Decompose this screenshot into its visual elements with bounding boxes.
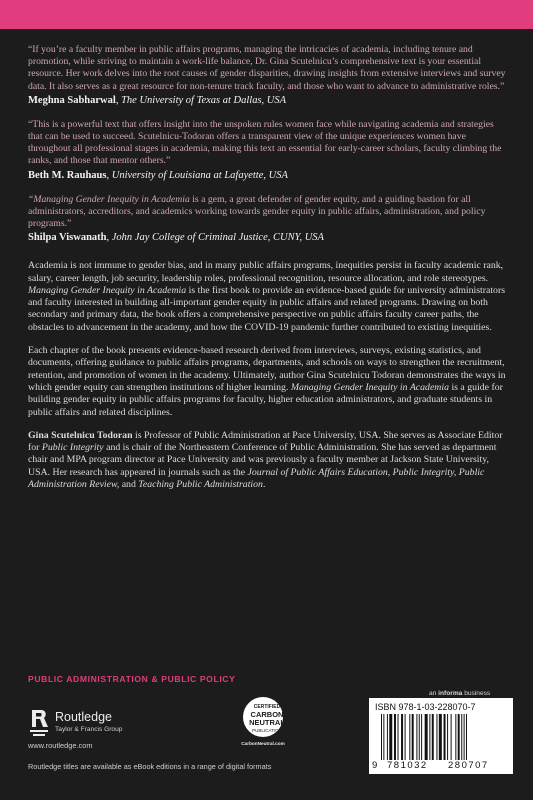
- book-title-inline: Managing Gender Inequity in Academia: [28, 284, 187, 296]
- description-paragraph-1: Academia is not immune to gender bias, and in many public affairs programs, inequities persist in faculty academic rank, salary, career length, job security, leadership roles, professional recognition, resource allocation, and role stereotypes. Managing Gender Inequity in Academia is the first book to provide an evidence-based guide for university administrators and faculty interested in building all-important gender equity in public affairs and related programs. Drawing on both secondary and primary data, the book offers a comprehensive perspective on public affairs faculty career paths, the obstacles to advancement in the academy, and how the COVID-19 pandemic further contributed to existing inequities.: [28, 260, 506, 333]
- top-accent-strip: [0, 0, 533, 29]
- barcode-bar: [429, 714, 430, 760]
- barcode-bar: [419, 714, 420, 760]
- barcode-bar: [432, 714, 434, 760]
- endorser-affiliation: The University of Texas at Dallas, USA: [121, 94, 287, 106]
- endorsement-quote: “If you’re a faculty member in public affairs programs, managing the intricacies of academia, including tenure and promotion, while striving to maintain a work-life balance, Dr. Gina Scutelnicu’s comprehensive text is your essential resource. Her work delves into the root causes of gender disparities, drawing insights from extensive interviews and survey data. It also serves as a great resource for non-tenure track faculty, and those who want to advance to administrative roles.”: [28, 44, 506, 92]
- barcode-bar: [464, 714, 465, 760]
- description-paragraph-2: Each chapter of the book presents evidence-based research derived from interviews, surveys, existing statistics, and documents, offering guidance to public affairs programs, departments, and schools on ways to strengthen the recruitment, retention, and promotion of women in the academy. Ultimately, author Gina Scutelnicu Todoran demonstrates the ways in which gender equity can strengthen institutions of higher learning. Managing Gender Inequity in Academia is a guide for building gender equity in public affairs programs for faculty, higher education administrators, and graduate students in public affairs and related disciplines.: [28, 345, 506, 418]
- publisher-name: Routledge: [55, 710, 112, 724]
- endorser-name: Shilpa Viswanath: [28, 232, 107, 244]
- barcode-bar: [425, 714, 428, 760]
- barcode-bar: [466, 714, 467, 760]
- barcode-bar: [381, 714, 382, 760]
- barcode-bar: [455, 714, 456, 760]
- barcode-bar: [461, 714, 462, 760]
- publisher-group: Taylor & Francis Group: [55, 726, 123, 733]
- book-title-inline: Managing Gender Inequity in Academia: [290, 381, 449, 393]
- isbn-number: ISBN 978-1-03-228070-7: [375, 702, 476, 712]
- endorser-name: Meghna Sabharwal: [28, 94, 116, 106]
- author-bio: Gina Scutelnicu Todoran is Professor of Public Administration at Pace University, USA. She serves as Associate Editor for Public Integrity and is chair of the Northeastern Conference of Public Administration. She has served as department chair and MPA program director at Pace University and was previously a faculty member at Jackson State University, USA. Her research has appeared in journals such as the Journal of Public Affairs Education, Public Integrity, Public Administration Review, and Teaching Public Administration.: [28, 429, 503, 490]
- endorser-affiliation: University of Louisiana at Lafayette, USA: [111, 169, 288, 181]
- barcode-bar: [401, 714, 403, 760]
- barcode-bar: [394, 714, 396, 760]
- barcode-bars: [381, 714, 507, 760]
- endorsement-quote: “This is a powerful text that offers insight into the unspoken rules women face while navigating academia and strategies that can be used to succeed. Scutelnicu-Todoran offers a transparent view of the unique experiences women have throughout all professional stages in academia, making this text an essential for early-career scholars, faculty climbing the ranks, and those that mentor others.”: [28, 118, 502, 167]
- barcode-bar: [421, 714, 422, 760]
- endorsement-1: [28, 44, 510, 107]
- endorsement-attribution: Beth M. Rauhaus, University of Louisiana at Lafayette, USA: [28, 169, 288, 181]
- endorsement-3: [28, 194, 510, 245]
- barcode-bar: [451, 714, 452, 760]
- barcode-bar: [444, 714, 446, 760]
- barcode-bar: [412, 714, 414, 760]
- book-title-inline: “Managing Gender Inequity in Academia: [28, 193, 190, 205]
- ebook-note: Routledge titles are available as eBook editions in a range of digital formats: [28, 762, 272, 771]
- carbon-neutral-site: CarbonNeutral.com: [241, 741, 285, 746]
- endorsement-quote: “Managing Gender Inequity in Academia is a gem, a great defender of gender equity, and a guiding bastion for all administrators, accreditors, and academics working towards gender equity in public affairs, administration, and policy programs.”: [28, 193, 486, 230]
- author-name: Gina Scutelnicu Todoran: [28, 429, 133, 441]
- endorser-affiliation: John Jay College of Criminal Justice, CUNY, USA: [111, 232, 324, 244]
- barcode-bar: [398, 714, 399, 760]
- endorsement-attribution: Shilpa Viswanath, John Jay College of Criminal Justice, CUNY, USA: [28, 232, 324, 244]
- barcode-bar: [387, 714, 388, 760]
- barcode-bar: [447, 714, 448, 760]
- endorsement-attribution: Meghna Sabharwal, The University of Texas at Dallas, USA: [28, 94, 287, 106]
- endorsement-2: [28, 119, 510, 182]
- endorser-name: Beth M. Rauhaus: [28, 169, 107, 181]
- series-label: PUBLIC ADMINISTRATION & PUBLIC POLICY: [28, 674, 236, 684]
- barcode-bar: [416, 714, 417, 760]
- barcode-bar: [383, 714, 384, 760]
- carbon-neutral-badge: [239, 697, 289, 761]
- back-cover-text: [28, 44, 510, 502]
- barcode-bar: [389, 714, 392, 760]
- routledge-r-icon: [28, 708, 50, 738]
- barcode-bar: [439, 714, 442, 760]
- isbn-barcode: ISBN 978-1-03-228070-7 9 781032 280707: [369, 698, 513, 774]
- barcode-bar: [405, 714, 406, 760]
- informa-tagline: an informa business: [429, 690, 491, 697]
- carbon-neutral-icon: CERTIFIED CARBON NEUTRAL PUBLICATION: [243, 697, 283, 737]
- barcode-bar: [409, 714, 410, 760]
- publisher-website[interactable]: www.routledge.com: [28, 741, 93, 750]
- barcode-bar: [458, 714, 460, 760]
- routledge-logo: [28, 706, 138, 746]
- barcode-bar: [436, 714, 437, 760]
